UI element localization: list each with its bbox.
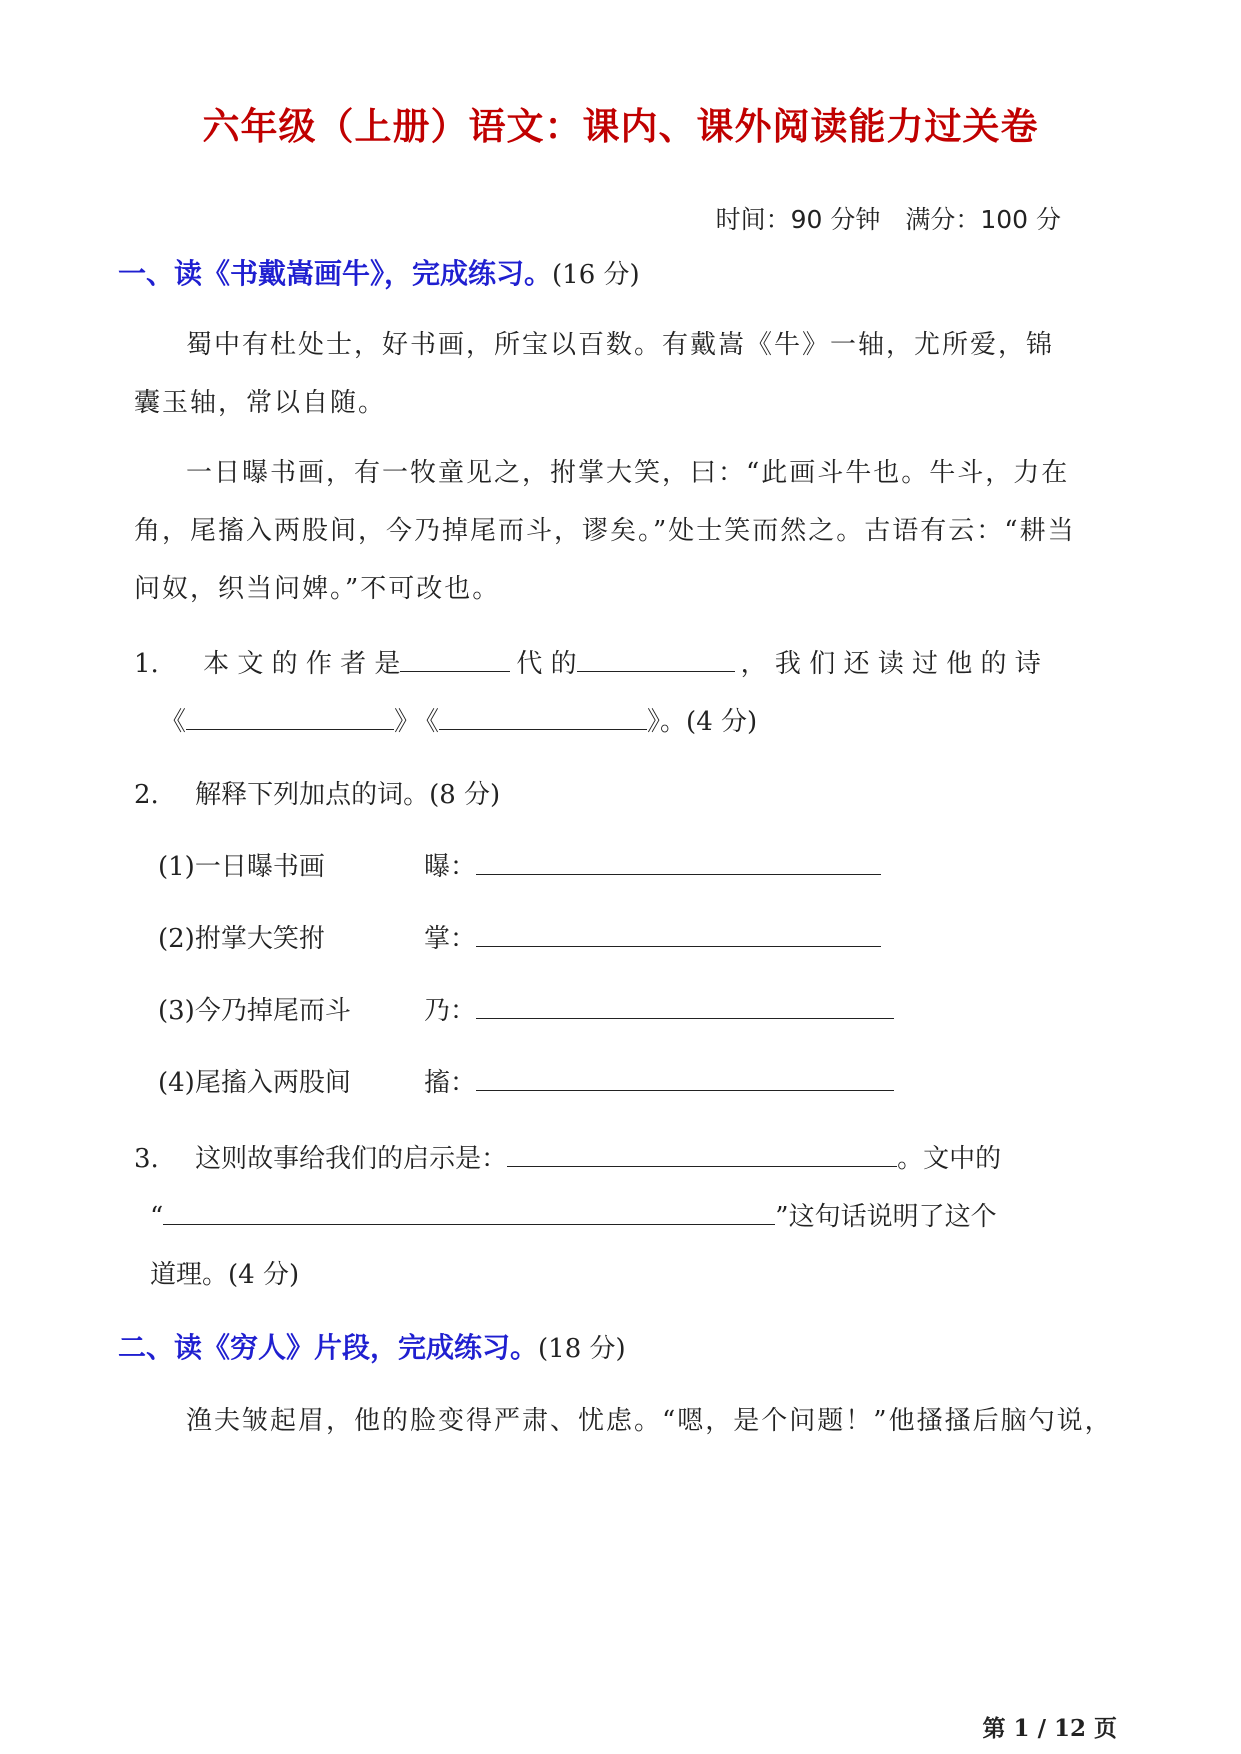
question-1-line-2 [160, 701, 757, 738]
q2-item-answer [424, 990, 894, 1027]
answer-blank[interactable] [507, 1144, 897, 1167]
question-number: 3. [134, 1144, 159, 1174]
question-text: 解释下列加点的词。(8 分) [195, 780, 501, 810]
page-number: 第 1 / 12 页 [982, 1715, 1117, 1742]
quote-open: “ [150, 1202, 164, 1232]
section-1-points: (16 分) [552, 260, 640, 290]
q2-item-phrase: (1)一日曝书画 [158, 852, 325, 882]
section-2-title: 二、读《穷人》片段，完成练习。 [118, 1331, 539, 1364]
section-2-heading [118, 1326, 626, 1366]
bracket-close: 》。(4 分) [647, 707, 758, 737]
question-2 [134, 774, 500, 811]
q2-item-answer [424, 918, 881, 955]
passage-line: 角，尾搐入两股间，今乃掉尾而斗，谬矣。”处士笑而然之。古语有云：“耕当 [134, 516, 1076, 546]
answer-blank[interactable] [476, 996, 894, 1019]
passage-line: 一日曝书画，有一牧童见之，拊掌大笑，曰：“此画斗牛也。牛斗，力在 [186, 458, 1070, 488]
exam-meta: 时间：90 分钟 满分：100 分 [715, 205, 1061, 234]
q2-item-word: 搐： [424, 1068, 477, 1098]
q2-item-word: 掌： [424, 924, 477, 954]
section-1-heading [118, 252, 640, 292]
passage-line: 蜀中有杜处士，好书画，所宝以百数。有戴嵩《牛》一轴，尤所爱，锦 [186, 330, 1055, 360]
bracket-open: 《 [160, 707, 187, 737]
answer-blank[interactable] [400, 649, 510, 672]
answer-blank[interactable] [577, 649, 735, 672]
question-1 [134, 643, 1114, 680]
question-3-line-3: 道理。(4 分) [150, 1260, 300, 1290]
section-2-points: (18 分) [538, 1334, 626, 1364]
answer-blank[interactable] [476, 1068, 894, 1091]
question-text: 代 的 [516, 649, 577, 679]
passage-line: 囊玉轴，常以自随。 [134, 388, 387, 418]
question-text: ”这句话说明了这个 [775, 1202, 997, 1232]
q2-item-answer [424, 1062, 894, 1099]
q2-item-word: 乃： [424, 996, 477, 1026]
question-3 [134, 1138, 1114, 1175]
question-text: 本 文 的 作 者 是 [203, 649, 401, 679]
q2-item-phrase: (2)拊掌大笑拊 [158, 924, 325, 954]
section-1-title: 一、读《书戴嵩画牛》，完成练习。 [118, 257, 553, 290]
answer-blank[interactable] [163, 1202, 775, 1225]
q2-item-phrase: (3)今乃掉尾而斗 [158, 996, 351, 1026]
q2-item-phrase: (4)尾搐入两股间 [158, 1068, 351, 1098]
question-number: 1. [134, 649, 159, 679]
question-text: 这则故事给我们的启示是： [195, 1144, 508, 1174]
q2-item-answer [424, 846, 881, 883]
answer-blank[interactable] [476, 924, 881, 947]
question-text: ， 我 们 还 读 过 他 的 诗 [740, 649, 1041, 679]
question-number: 2. [134, 780, 159, 810]
question-text: 。文中的 [897, 1144, 1002, 1174]
bracket-close: 》 [394, 707, 421, 737]
answer-blank[interactable] [439, 707, 647, 730]
passage-line: 渔夫皱起眉，他的脸变得严肃、忧虑。“嗯，是个问题！”他搔搔后脑勺说， [186, 1406, 1113, 1436]
page-title: 六年级（上册）语文：课内、课外阅读能力过关卷 [202, 104, 1039, 148]
answer-blank[interactable] [476, 852, 881, 875]
q2-item-word: 曝： [424, 852, 477, 882]
passage-line: 问奴，织当问婢。”不可改也。 [134, 574, 501, 604]
question-3-line-2 [150, 1196, 997, 1233]
bracket-open: 《 [426, 707, 440, 737]
answer-blank[interactable] [186, 707, 394, 730]
